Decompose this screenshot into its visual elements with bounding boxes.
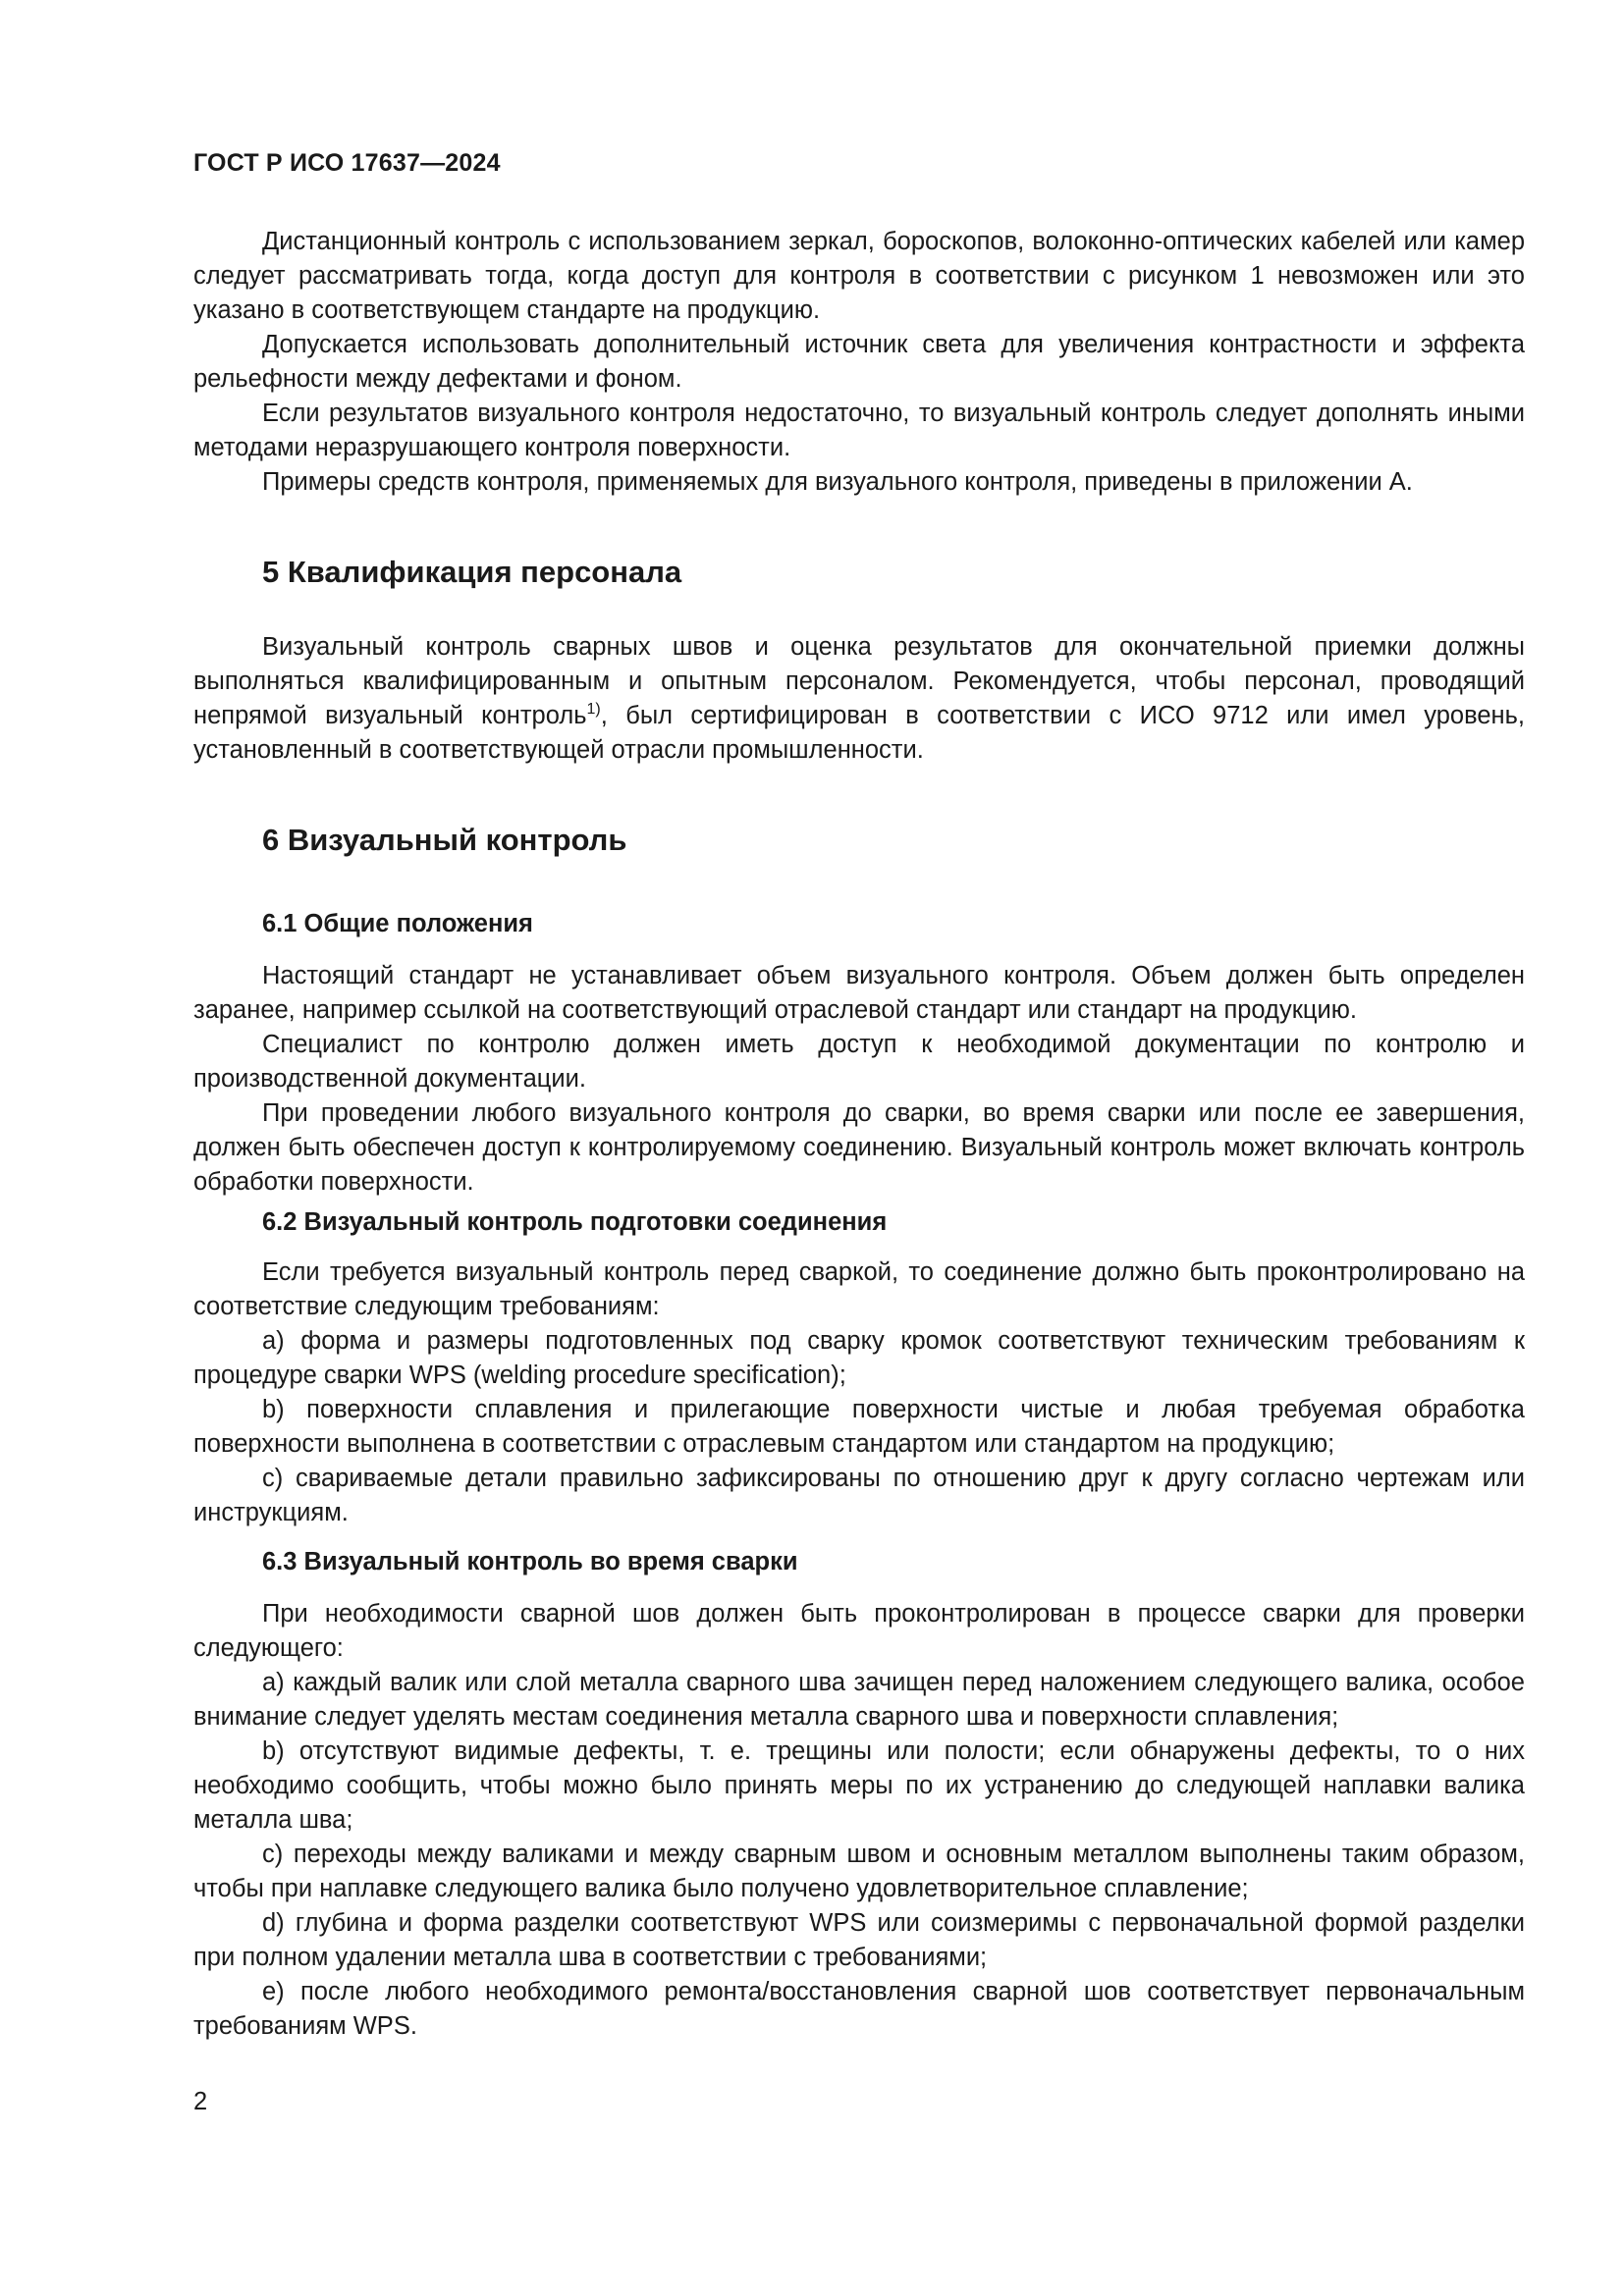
paragraph: При необходимости сварной шов должен быть проконтролирован в процессе сварки для проверки следующего: — [193, 1600, 1525, 1662]
paragraph-text: , был сертифицирован в соответствии с ИСО 9712 или имел уровень, установленный в соответствующей отрасли промышленности. — [193, 702, 1525, 764]
paragraph-text: Визуальный контроль сварных швов и оценка результатов для окончательной приемки должны выполняться квалифицированным и опытным персоналом. Рекомендуется, чтобы персонал, проводящий непрямой визуальный контроль — [193, 633, 1525, 729]
list-item: b) поверхности сплавления и прилегающие поверхности чистые и любая требуемая обработка поверхности выполнена в соответствии с отраслевым стандартом или стандартом на продукцию; — [193, 1396, 1525, 1458]
paragraph: Если результатов визуального контроля недостаточно, то визуальный контроль следует дополнять иными методами неразрушающего контроля поверхности. — [193, 400, 1525, 461]
list-item: c) свариваемые детали правильно зафиксированы по отношению друг к другу согласно чертежам или инструкциям. — [193, 1465, 1525, 1526]
paragraph: Если требуется визуальный контроль перед сваркой, то соединение должно быть проконтролировано на соответствие следующим требованиям: — [193, 1258, 1525, 1320]
paragraph: Специалист по контролю должен иметь доступ к необходимой документации по контролю и производственной документации. — [193, 1031, 1525, 1093]
list-item: b) отсутствуют видимые дефекты, т. е. трещины или полости; если обнаружены дефекты, то о них необходимо сообщить, чтобы можно было принять меры по их устранению до следующей наплавки валика металла шва; — [193, 1737, 1525, 1834]
document-header: ГОСТ Р ИСО 17637—2024 — [193, 149, 501, 177]
section-5-body — [193, 630, 1525, 768]
list-item: a) каждый валик или слой металла сварного шва зачищен перед наложением следующего валика, особое внимание следует уделять местам соединения металла сварного шва и поверхности сплавления; — [193, 1669, 1525, 1731]
subsection-6-1 — [193, 907, 1525, 1530]
paragraph: Допускается использовать дополнительный источник света для увеличения контрастности и эффекта рельефности между дефектами и фоном. — [193, 331, 1525, 393]
section-6 — [193, 823, 1525, 858]
subsection-heading: 6.3 Визуальный контроль во время сварки — [262, 1548, 798, 1575]
list-item: e) после любого необходимого ремонта/восстановления сварной шов соответствует первоначальным требованиям WPS. — [193, 1978, 1525, 2040]
subsection-6-3 — [193, 1545, 1525, 2044]
section-heading: 5 Квалификация персонала — [262, 555, 682, 589]
paragraph: Дистанционный контроль с использованием зеркал, бороскопов, волоконно-оптических кабелей или камер следует рассматривать тогда, когда доступ для контроля в соответствии с рисунком 1 невозможен или это указано в соответствующем стандарте на продукцию. — [193, 228, 1525, 324]
paragraph: Настоящий стандарт не устанавливает объем визуального контроля. Объем должен быть определен заранее, например ссылкой на соответствующий отраслевой стандарт или стандарт на продукцию. — [193, 962, 1525, 1024]
paragraph: Примеры средств контроля, применяемых для визуального контроля, приведены в приложении А. — [262, 468, 1413, 496]
section-5 — [193, 555, 1525, 590]
paragraph — [193, 630, 1525, 768]
list-item: c) переходы между валиками и между сварным швом и основным металлом выполнены таким образом, чтобы при наплавке следующего валика было получено удовлетворительное сплавление; — [193, 1841, 1525, 1902]
section-heading: 6 Визуальный контроль — [262, 823, 627, 857]
paragraph: При проведении любого визуального контроля до сварки, во время сварки или после ее завершения, должен быть обеспечен доступ к контролируемому соединению. Визуальный контроль может включать контроль обработки поверхности. — [193, 1099, 1525, 1196]
subsection-heading: 6.2 Визуальный контроль подготовки соединения — [262, 1208, 888, 1236]
page-number: 2 — [193, 2088, 208, 2115]
footnote-reference[interactable]: 1) — [586, 701, 601, 718]
intro-section — [193, 225, 1525, 500]
list-item: a) форма и размеры подготовленных под сварку кромок соответствуют техническим требованиям к процедуре сварки WPS (welding procedure specification); — [193, 1327, 1525, 1389]
list-item: d) глубина и форма разделки соответствуют WPS или соизмеримы с первоначальной формой разделки при полном удалении металла шва в соответствии с требованиями; — [193, 1909, 1525, 1971]
subsection-heading: 6.1 Общие положения — [262, 910, 533, 937]
